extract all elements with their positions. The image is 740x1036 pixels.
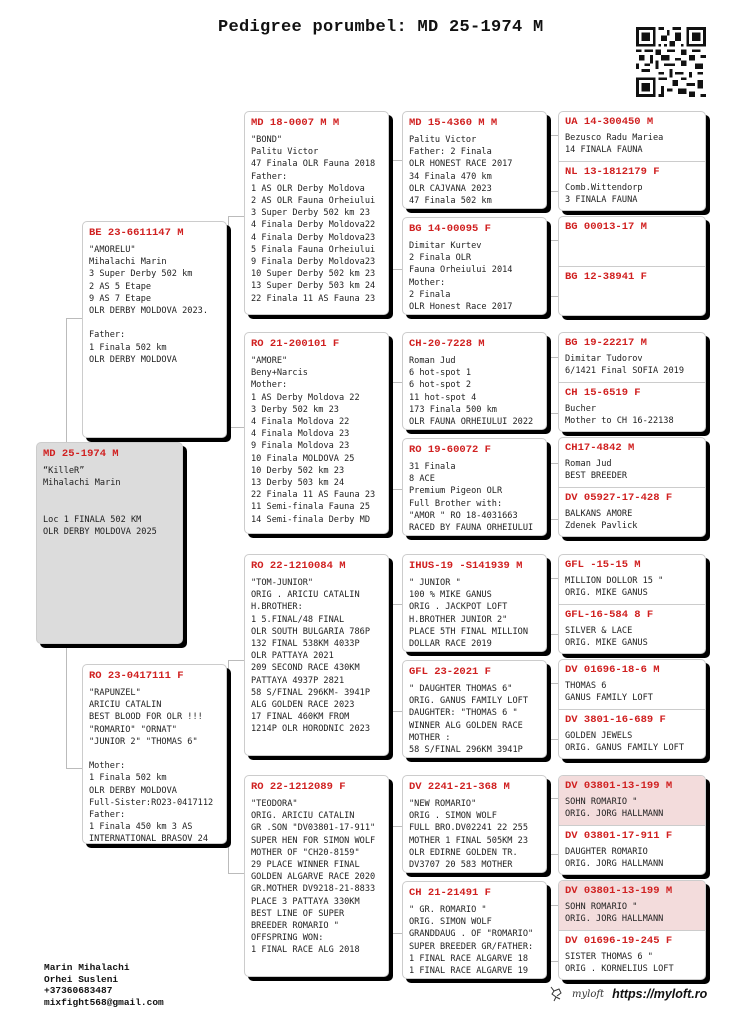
ring-number: RO 19-60072 F: [409, 444, 491, 456]
note-line: 34 Finala 470 km: [409, 171, 492, 182]
ring-number: DV 03801-17-911 F: [565, 830, 673, 842]
note-line: Dimitar Tudorov: [565, 354, 643, 364]
pigeon-entry: [245, 112, 388, 314]
note-line: 1 Finala 502 km: [89, 342, 167, 353]
note-line: "NEW ROMARIO": [409, 799, 477, 809]
note-line: GRANDDAUG . OF "ROMARIO": [409, 929, 534, 940]
pigeon-entry: [559, 161, 705, 210]
ring-number: CH 21-21491 F: [409, 887, 491, 899]
pigeon-entry: [559, 555, 705, 604]
pedigree-card-gen2[interactable]: [244, 775, 389, 977]
note-line: Mihalachi Marin: [89, 257, 167, 268]
pedigree-card-subject[interactable]: [36, 442, 183, 644]
pigeon-notes: [251, 577, 382, 736]
note-line: Beny+Narcis: [251, 368, 308, 379]
note-line: 4 Finala Derby Moldova23: [251, 232, 376, 243]
pedigree-card-gen4[interactable]: [558, 880, 706, 980]
pigeon-notes: [565, 951, 699, 975]
note-line: 9 AS 7 Etape: [89, 293, 152, 304]
ring-number: RO 23-0417111 F: [89, 670, 184, 682]
pigeon-entry: [559, 776, 705, 825]
ring-number: BG 12-38941 F: [565, 271, 647, 283]
note-line: DV3707 20 583 MOTHER: [409, 860, 513, 871]
pigeon-notes: [409, 683, 540, 756]
pigeon-entry: [559, 333, 705, 382]
note-line: 10 Finala MOLDOVA 25: [251, 453, 355, 464]
pigeon-notes: [565, 182, 699, 206]
pedigree-card-gen2[interactable]: [244, 554, 389, 756]
note-line: ALG GOLDEN RACE 2023: [251, 700, 355, 711]
pigeon-entry: [559, 709, 705, 758]
note-line: PLACE 3 PATTAYA 330KM: [251, 896, 360, 907]
note-line: “KilleR”: [43, 466, 85, 476]
note-line: 47 Finala OLR Fauna 2018: [251, 159, 376, 170]
pigeon-notes: [43, 465, 176, 538]
note-line: 14 Semi-finala Derby MD: [251, 514, 370, 525]
owner-contact: [44, 962, 164, 1008]
note-line: MOTHER :: [409, 732, 451, 743]
note-line: SISTER THOMAS 6 ": [565, 952, 653, 962]
note-line: ORIG. JORG HALLMANN: [565, 914, 664, 925]
note-line: 1 AS OLR Derby Moldova: [251, 183, 365, 194]
note-line: 13 Super Derby 503 km 24: [251, 281, 376, 292]
brand-url-link[interactable]: https://myloft.ro: [612, 987, 708, 1001]
note-line: Mother to CH 16-22138: [565, 416, 674, 427]
ring-number: MD 18-0007 M M: [251, 117, 340, 129]
note-line: 5 Finala Fauna Orheiului: [251, 244, 376, 255]
note-line: OLR DERBY MOLDOVA 2023.: [89, 306, 208, 317]
note-line: "AMORELU": [89, 245, 136, 255]
note-line: 31 Finala: [409, 462, 456, 472]
pigeon-notes: [565, 353, 699, 377]
note-line: WINNER ALG GOLDEN RACE: [409, 720, 523, 731]
note-line: GR.MOTHER DV9218-21-8833: [251, 884, 376, 895]
pigeon-notes: [565, 796, 699, 820]
note-line: SUPER BREEDER GR/FATHER:: [409, 941, 534, 952]
note-line: OLR SOUTH BULGARIA 786P: [251, 626, 370, 637]
note-line: Comb.Wittendorp: [565, 183, 643, 193]
note-line: 1214P OLR HORODNIC 2023: [251, 724, 370, 735]
note-line: 13 Derby 503 km 24: [251, 478, 345, 489]
note-line: 10 Derby 502 km 23: [251, 465, 345, 476]
pigeon-entry: [559, 438, 705, 487]
owner-phone[interactable]: +37360683487: [44, 985, 113, 996]
pigeon-entry: [245, 333, 388, 533]
note-line: "ROMARIO" "ORNAT": [89, 724, 177, 735]
pigeon-notes: [565, 132, 699, 156]
ring-number: MD 15-4360 M M: [409, 117, 498, 129]
note-line: Fauna Orheiului 2014: [409, 265, 513, 276]
pedigree-card-gen3[interactable]: [402, 111, 547, 209]
note-line: 10 Super Derby 502 km 23: [251, 269, 376, 280]
connector-line: [228, 216, 245, 428]
note-line: 14 FINALA FAUNA: [565, 145, 643, 156]
note-line: 9 Finala Derby Moldova23: [251, 257, 376, 268]
ring-number: CH-20-7228 M: [409, 338, 485, 350]
pigeon-notes: [409, 798, 540, 871]
pigeon-notes: [565, 575, 699, 599]
pigeon-entry: [559, 881, 705, 930]
pigeon-notes: [565, 680, 699, 704]
note-line: "AMORE": [251, 356, 288, 366]
note-line: 8 ACE: [409, 474, 435, 485]
pedigree-card-gen2[interactable]: [244, 111, 389, 315]
pigeon-notes: [409, 904, 540, 977]
note-line: 209 SECOND RACE 430KM: [251, 663, 360, 674]
note-line: 4 Finala Derby Moldova22: [251, 220, 376, 231]
pigeon-entry: [559, 660, 705, 709]
note-line: 100 % MIKE GANUS: [409, 590, 492, 601]
note-line: PATTAYA 4937P 2821: [251, 675, 345, 686]
note-line: [43, 489, 176, 501]
note-line: THOMAS 6: [565, 681, 607, 691]
pigeon-notes: [89, 244, 220, 366]
note-line: ORIG . KORNELIUS LOFT: [565, 964, 674, 975]
page-title: Pedigree porumbel: MD 25-1974 M: [218, 18, 544, 37]
note-line: Roman Jud: [409, 356, 456, 366]
pigeon-notes: [409, 134, 540, 207]
pigeon-notes: [89, 687, 220, 844]
note-line: GR .SON "DV03801-17-911": [251, 823, 376, 834]
note-line: Roman Jud: [565, 459, 612, 469]
note-line: 9 Finala Moldova 23: [251, 441, 350, 452]
pigeon-entry: [559, 217, 705, 266]
note-line: OLR DERBY MOLDOVA: [89, 354, 177, 365]
pigeon-notes: [565, 901, 699, 925]
note-line: H.BROTHER JUNIOR 2": [409, 614, 508, 625]
note-line: OLR DERBY MOLDOVA: [89, 785, 177, 796]
pigeon-entry: [559, 266, 705, 315]
ring-number: GFL 23-2021 F: [409, 666, 491, 678]
note-line: ORIG . SIMON WOLF: [409, 811, 497, 822]
note-line: " JUNIOR ": [409, 578, 461, 588]
note-line: 2 AS OLR Fauna Orheiului: [251, 196, 376, 207]
note-line: DOLLAR RACE 2019: [409, 639, 492, 650]
note-line: 1 FINAL RACE ALGARVE 19: [409, 966, 528, 977]
pigeon-entry: [83, 222, 226, 370]
owner-name: Marin Mihalachi: [44, 962, 130, 973]
note-line: SILVER & LACE: [565, 626, 633, 636]
pedigree-card-gen4[interactable]: [558, 659, 706, 759]
pigeon-entry: [559, 112, 705, 161]
note-line: OLR EDIRNE GOLDEN TR.: [409, 847, 518, 858]
note-line: Palitu Victor: [251, 147, 319, 158]
pigeon-entry: [559, 382, 705, 431]
pigeon-notes: [251, 134, 382, 305]
note-line: 17 FINAL 460KM FROM: [251, 712, 350, 723]
note-line: 3 Super Derby 502 km 23: [251, 208, 370, 219]
note-line: Bezusco Radu Mariea: [565, 133, 664, 143]
note-line: 1 AS Derby Moldova 22: [251, 392, 360, 403]
note-line: ORIG. ARICIU CATALIN: [251, 811, 355, 822]
pigeon-notes: [409, 355, 540, 428]
ring-number: DV 01696-18-6 M: [565, 664, 660, 676]
note-line: ORIG . ARICIU CATALIN: [251, 590, 360, 601]
ring-number: RO 22-1210084 M: [251, 560, 346, 572]
note-line: "RAPUNZEL": [89, 688, 141, 698]
pedigree-card-gen3[interactable]: [402, 660, 547, 758]
note-line: [89, 748, 220, 760]
brand: [548, 985, 707, 1003]
pedigree-card-gen4[interactable]: [558, 775, 706, 875]
pedigree-card-gen3[interactable]: [402, 881, 547, 979]
note-line: "JUNIOR 2" "THOMAS 6": [89, 736, 198, 747]
pedigree-card-gen4[interactable]: [558, 332, 706, 432]
note-line: 173 Finala 500 km: [409, 404, 497, 415]
note-line: 6/1421 Final SOFIA 2019: [565, 366, 684, 377]
pigeon-entry: [245, 555, 388, 755]
note-line: 1 FINAL RACE ALGARVE 18: [409, 953, 528, 964]
note-line: ORIG . JACKPOT LOFT: [409, 602, 508, 613]
note-line: 58 S/FINAL 296KM 3941P: [409, 745, 523, 756]
note-line: 1 5.FINAL/48 FINAL: [251, 614, 345, 625]
note-line: OLR DERBY MOLDOVA 2025: [43, 527, 157, 538]
note-line: DAUGHTER ROMARIO: [565, 847, 648, 857]
note-line: Bucher: [565, 404, 597, 414]
pigeon-entry: [559, 604, 705, 653]
owner-email[interactable]: mixfight568@gmail.com: [44, 996, 164, 1008]
pigeon-entry: [83, 665, 226, 844]
note-line: 47 Finala 502 km: [409, 196, 492, 207]
note-line: 4 Finala Moldova 23: [251, 429, 350, 440]
pigeon-entry: [403, 439, 546, 535]
note-line: GOLDEN JEWELS: [565, 731, 633, 741]
note-line: 29 PLACE WINNER FINAL: [251, 860, 360, 871]
ring-number: RO 22-1212089 F: [251, 781, 346, 793]
pigeon-entry: [403, 112, 546, 208]
ring-number: GFL-16-584 8 F: [565, 609, 654, 621]
note-line: OLR FAUNA ORHEIULUI 2022: [409, 417, 534, 428]
ring-number: CH 15-6519 F: [565, 387, 641, 399]
ring-number: BE 23-6611147 M: [89, 227, 184, 239]
pedigree-card-gen3[interactable]: [402, 217, 547, 315]
note-line: 11 hot-spot 4: [409, 392, 477, 403]
pigeon-notes: [251, 355, 382, 526]
note-line: BREEDER ROMARIO ": [251, 921, 339, 932]
pedigree-card-gen4[interactable]: [558, 554, 706, 654]
pigeon-notes: [409, 577, 540, 650]
pigeon-notes: [565, 508, 699, 532]
note-line: Palitu Victor: [409, 135, 477, 145]
owner-location: Orhei Susleni: [44, 973, 119, 985]
note-line: ORIG. SIMON WOLF: [409, 917, 492, 928]
ring-number: CH17-4842 M: [565, 442, 635, 454]
pigeon-entry: [245, 776, 388, 976]
note-line: OLR CAJVANA 2023: [409, 183, 492, 194]
note-line: Full Brother with:: [409, 498, 503, 509]
note-line: DAUGHTER: "THOMAS 6 ": [409, 708, 518, 719]
note-line: 132 FINAL 538KM 4033P: [251, 639, 360, 650]
ring-number: MD 25-1974 M: [43, 448, 119, 460]
pedigree-card-gen4[interactable]: [558, 437, 706, 537]
note-line: 3 Derby 502 km 23: [251, 404, 339, 415]
note-line: OLR Honest Race 2017: [409, 302, 513, 313]
note-line: "BOND": [251, 135, 283, 145]
note-line: ORIG. MIKE GANUS: [565, 588, 648, 599]
ring-number: BG 19-22217 M: [565, 337, 647, 349]
ring-number: BG 14-00095 F: [409, 223, 491, 235]
note-line: Loc 1 FINALA 502 KM: [43, 514, 142, 525]
note-line: SOHN ROMARIO ": [565, 902, 638, 912]
pigeon-entry: [559, 825, 705, 874]
note-line: 6 hot-spot 1: [409, 368, 472, 379]
note-line: 1 Finala 450 km 3 AS: [89, 822, 193, 833]
note-line: ORIG. GANUS FAMILY LOFT: [409, 696, 528, 707]
pigeon-notes: [409, 240, 540, 313]
pigeon-entry: [403, 218, 546, 314]
note-line: Dimitar Kurtev: [409, 241, 482, 251]
note-line: [89, 317, 220, 329]
ring-number: DV 2241-21-368 M: [409, 781, 510, 793]
note-line: ORIG. MIKE GANUS: [565, 638, 648, 649]
note-line: ORIG. JORG HALLMANN: [565, 809, 664, 820]
pigeon-entry: [559, 487, 705, 536]
note-line: 11 Semi-finala Fauna 25: [251, 502, 370, 513]
note-line: [43, 502, 176, 514]
note-line: Full-Sister:RO23-0417112: [89, 797, 214, 808]
note-line: ARICIU CATALIN: [89, 700, 162, 711]
pigeon-entry: [403, 333, 546, 429]
note-line: Mother:: [251, 380, 288, 391]
note-line: SUPER HEN FOR SIMON WOLF: [251, 835, 376, 846]
note-line: GANUS FAMILY LOFT: [565, 693, 653, 704]
note-line: BEST BLOOD FOR OLR !!!: [89, 712, 203, 723]
note-line: Father:: [251, 171, 288, 182]
note-line: "TOM-JUNIOR": [251, 578, 314, 588]
pigeon-notes: [409, 461, 540, 534]
note-line: Mother:: [409, 277, 446, 288]
note-line: Father:: [89, 330, 126, 341]
pedigree-card-gen4[interactable]: [558, 216, 706, 316]
note-line: ORIG. GANUS FAMILY LOFT: [565, 743, 684, 754]
note-line: Premium Pigeon OLR: [409, 486, 503, 497]
pedigree-card-gen2[interactable]: [244, 332, 389, 534]
note-line: Zdenek Pavlick: [565, 521, 638, 532]
note-line: OLR HONEST RACE 2017: [409, 159, 513, 170]
pedigree-card-father[interactable]: [82, 221, 227, 438]
pedigree-card-gen3[interactable]: [402, 554, 547, 652]
note-line: BALKANS AMORE: [565, 509, 633, 519]
ring-number: DV 01696-19-245 F: [565, 935, 673, 947]
note-line: 58 S/FINAL 296KM- 3941P: [251, 687, 370, 698]
ring-number: UA 14-300450 M: [565, 116, 654, 128]
note-line: 1 FINAL RACE ALG 2018: [251, 945, 360, 956]
pedigree-card-gen4[interactable]: [558, 111, 706, 211]
ring-number: NL 13-1812179 F: [565, 166, 660, 178]
ring-number: DV 03801-13-199 M: [565, 780, 673, 792]
ring-number: IHUS-19 -S141939 M: [409, 560, 523, 572]
pedigree-card-mother[interactable]: [82, 664, 227, 844]
note-line: 4 Finala Moldova 22: [251, 417, 350, 428]
note-line: BEST BREEDER: [565, 471, 628, 482]
note-line: ORIG. JORG HALLMANN: [565, 859, 664, 870]
note-line: Father:: [89, 810, 126, 821]
note-line: OLR PATTAYA 2021: [251, 651, 334, 662]
note-line: RACED BY FAUNA ORHEIULUI: [409, 523, 534, 534]
note-line: GOLDEN ALGARVE RACE 2020: [251, 872, 376, 883]
note-line: "TEODORA": [251, 799, 298, 809]
note-line: 22 Finala 11 AS Fauna 23: [251, 293, 376, 304]
pigeon-notes: [565, 403, 699, 427]
ring-number: DV 3801-16-689 F: [565, 714, 666, 726]
pigeon-logo-icon: [548, 985, 564, 1003]
connector-line: [228, 660, 245, 874]
note-line: BEST LINE OF SUPER: [251, 908, 345, 919]
note-line: MOTHER 1 FINAL 505KM 23: [409, 835, 528, 846]
note-line: 3 Super Derby 502 km: [89, 269, 193, 280]
note-line: 2 Finala OLR: [409, 253, 472, 264]
pigeon-notes: [565, 625, 699, 649]
note-line: 3 FINALA FAUNA: [565, 195, 638, 206]
note-line: PLACE 5TH FINAL MILLION: [409, 626, 528, 637]
ring-number: DV 03801-13-199 M: [565, 885, 673, 897]
ring-number: BG 00013-17 M: [565, 221, 647, 233]
note-line: 2 AS 5 Etape: [89, 281, 152, 292]
note-line: H.BROTHER:: [251, 602, 303, 613]
pedigree-card-gen3[interactable]: [402, 332, 547, 430]
note-line: SOHN ROMARIO ": [565, 797, 638, 807]
ring-number: GFL -15-15 M: [565, 559, 641, 571]
pedigree-card-gen3[interactable]: [402, 775, 547, 873]
note-line: FULL BRO.DV02241 22 255: [409, 823, 528, 834]
note-line: 2 Finala: [409, 289, 451, 300]
note-line: Father: 2 Finala: [409, 147, 492, 158]
pedigree-card-gen3[interactable]: [402, 438, 547, 536]
note-line: MILLION DOLLOR 15 ": [565, 576, 664, 586]
pigeon-notes: [251, 798, 382, 957]
ring-number: RO 21-200101 F: [251, 338, 340, 350]
pigeon-entry: [403, 882, 546, 978]
pigeon-notes: [565, 730, 699, 754]
note-line: Mihalachi Marin: [43, 478, 121, 489]
pigeon-entry: [37, 443, 182, 542]
qr-code-icon: [636, 26, 706, 98]
note-line: Mother:: [89, 761, 126, 772]
note-line: 6 hot-spot 2: [409, 380, 472, 391]
brand-logo-text: myloft: [572, 988, 605, 1000]
note-line: "AMOR " RO 18-4031663: [409, 510, 518, 521]
note-line: " DAUGHTER THOMAS 6": [409, 684, 513, 694]
note-line: MOTHER OF "CH20-8159": [251, 847, 360, 858]
pigeon-entry: [403, 776, 546, 872]
note-line: " GR. ROMARIO ": [409, 905, 487, 915]
note-line: INTERNATIONAL BRASOV 24: [89, 834, 208, 844]
note-line: 1 Finala 502 km: [89, 773, 167, 784]
ring-number: DV 05927-17-428 F: [565, 492, 673, 504]
pigeon-notes: [565, 458, 699, 482]
note-line: OFFSPRING WON:: [251, 933, 324, 944]
pigeon-notes: [565, 846, 699, 870]
pigeon-entry: [403, 661, 546, 757]
pigeon-entry: [559, 930, 705, 979]
pigeon-entry: [403, 555, 546, 651]
note-line: 22 Finala 11 AS Fauna 23: [251, 490, 376, 501]
